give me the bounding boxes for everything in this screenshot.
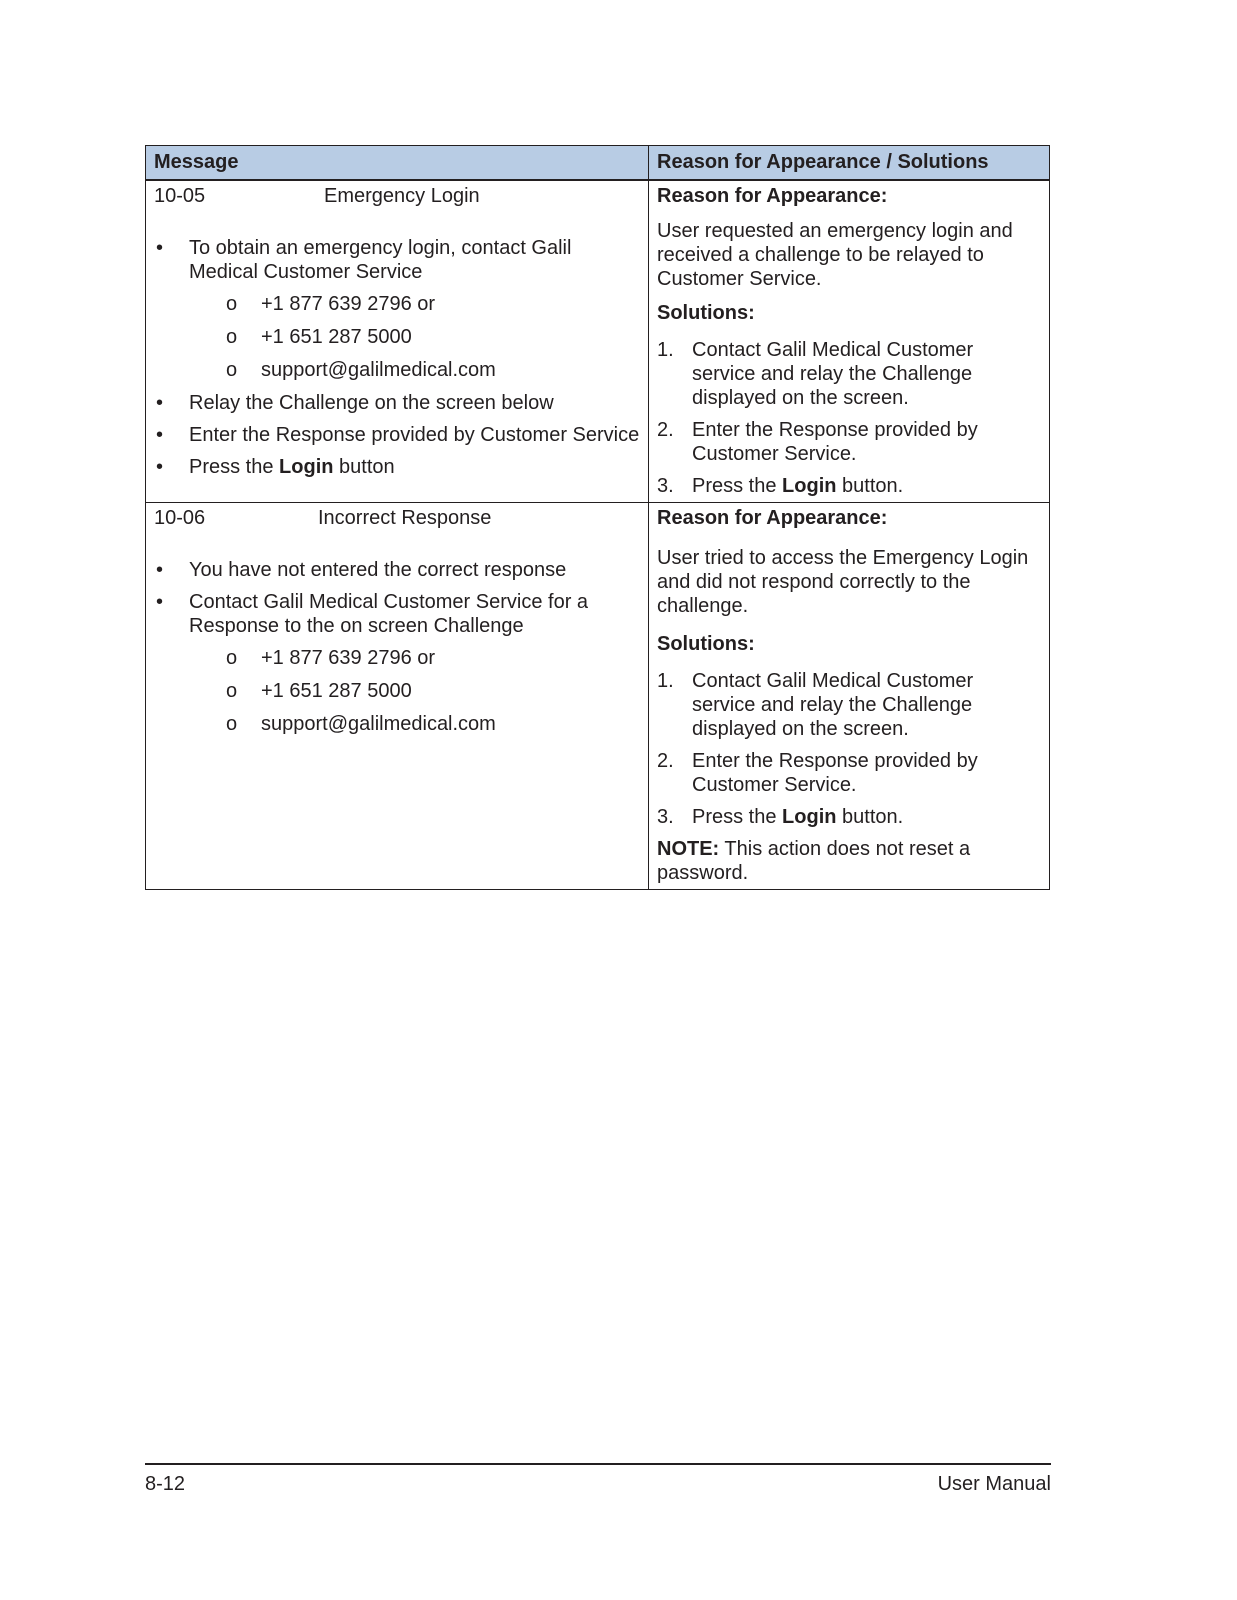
bullet-text: You have not entered the correct response: [189, 559, 567, 581]
step-text: Contact Galil Medical Customer service and relay the Challenge displayed on the screen.: [692, 670, 974, 740]
message-heading: [154, 506, 640, 532]
step-text: Press the: [692, 475, 783, 497]
header-reason-solutions: Reason for Appearance / Solutions: [649, 146, 1050, 181]
bullet-icon: •: [156, 591, 164, 613]
note-text: This action does not reset a password.: [657, 838, 971, 884]
bullet-icon: •: [156, 559, 164, 581]
list-item: [657, 474, 1041, 498]
list-item: [154, 646, 605, 670]
message-code: 10-06: [154, 507, 206, 529]
contact-list: [189, 646, 640, 736]
contact-list: [189, 292, 640, 382]
list-item: [154, 236, 640, 382]
list-item: [657, 418, 1041, 466]
bullet-icon: •: [156, 392, 164, 414]
list-item: [154, 358, 605, 382]
reason-cell: [649, 180, 1050, 503]
list-item: [657, 749, 1041, 797]
bullet-text: button: [333, 456, 395, 478]
list-item: [154, 455, 640, 479]
page-number: 8-12: [145, 1473, 186, 1495]
list-item: [154, 712, 605, 736]
bullet-text: Contact Galil Medical Customer Service for a Response to the on screen Challenge: [189, 591, 589, 637]
list-item: [154, 558, 640, 582]
contact-phone-us: +1 877 639 2796 or: [261, 647, 436, 669]
step-text: Contact Galil Medical Customer service and relay the Challenge displayed on the screen.: [692, 339, 974, 409]
table-header-row: [146, 146, 1050, 181]
bullet-text: Relay the Challenge on the screen below: [189, 392, 554, 414]
contact-email: support@galilmedical.com: [261, 359, 496, 381]
sub-bullet-icon: o: [226, 647, 238, 669]
reason-heading: Reason for Appearance:: [657, 185, 888, 207]
bullet-icon: •: [156, 456, 164, 478]
step-number: 3.: [657, 806, 674, 828]
list-item: [154, 423, 640, 447]
list-item: [154, 325, 605, 349]
message-cell: [146, 180, 649, 503]
step-text: button.: [836, 806, 904, 828]
bullet-text: Enter the Response provided by Customer Service: [189, 424, 640, 446]
bullet-text: To obtain an emergency login, contact Galil Medical Customer Service: [189, 237, 572, 283]
note-label: NOTE:: [657, 838, 720, 860]
message-bullets: [154, 558, 640, 736]
login-keyword: Login: [782, 806, 837, 828]
message-code: 10-05: [154, 185, 206, 207]
step-number: 2.: [657, 750, 674, 772]
contact-phone-us: +1 877 639 2796 or: [261, 293, 436, 315]
list-item: [154, 391, 640, 415]
list-item: [154, 292, 605, 316]
note: [657, 837, 1041, 885]
list-item: [657, 669, 1041, 741]
sub-bullet-icon: o: [226, 713, 238, 735]
sub-bullet-icon: o: [226, 680, 238, 702]
header-message: Message: [146, 146, 649, 181]
login-keyword: Login: [279, 456, 334, 478]
step-text: Enter the Response provided by Customer Service.: [692, 419, 978, 465]
contact-phone-intl: +1 651 287 5000: [261, 326, 412, 348]
step-number: 1.: [657, 670, 674, 692]
step-text: Press the: [692, 806, 783, 828]
contact-email: support@galilmedical.com: [261, 713, 496, 735]
message-title: Incorrect Response: [318, 507, 492, 529]
list-item: [154, 679, 605, 703]
message-cell: [146, 503, 649, 890]
message-heading: [154, 184, 640, 210]
reason-cell: [649, 503, 1050, 890]
message-title: Emergency Login: [324, 185, 480, 207]
reason-heading: Reason for Appearance:: [657, 507, 888, 529]
bullet-text: Press the: [189, 456, 280, 478]
solutions-heading: Solutions:: [657, 302, 755, 324]
table-row: [146, 180, 1050, 503]
step-text: button.: [836, 475, 904, 497]
sub-bullet-icon: o: [226, 293, 238, 315]
bullet-icon: •: [156, 424, 164, 446]
footer-divider: [145, 1463, 1051, 1465]
sub-bullet-icon: o: [226, 326, 238, 348]
reason-text: User tried to access the Emergency Login and did not respond correctly to the challenge.: [657, 547, 1029, 617]
table-row: [146, 503, 1050, 890]
step-number: 1.: [657, 339, 674, 361]
list-item: [657, 805, 1041, 829]
list-item: [657, 338, 1041, 410]
document-title: User Manual: [937, 1473, 1051, 1495]
step-text: Enter the Response provided by Customer Service.: [692, 750, 978, 796]
solution-steps: [657, 669, 1041, 829]
solutions-heading: Solutions:: [657, 633, 755, 655]
sub-bullet-icon: o: [226, 359, 238, 381]
message-bullets: [154, 236, 640, 479]
contact-phone-intl: +1 651 287 5000: [261, 680, 412, 702]
step-number: 3.: [657, 475, 674, 497]
solution-steps: [657, 338, 1041, 498]
login-keyword: Login: [782, 475, 837, 497]
list-item: [154, 590, 640, 736]
message-table: [145, 145, 1050, 890]
bullet-icon: •: [156, 237, 164, 259]
step-number: 2.: [657, 419, 674, 441]
reason-text: User requested an emergency login and received a challenge to be relayed to Customer Service.: [657, 220, 1013, 290]
